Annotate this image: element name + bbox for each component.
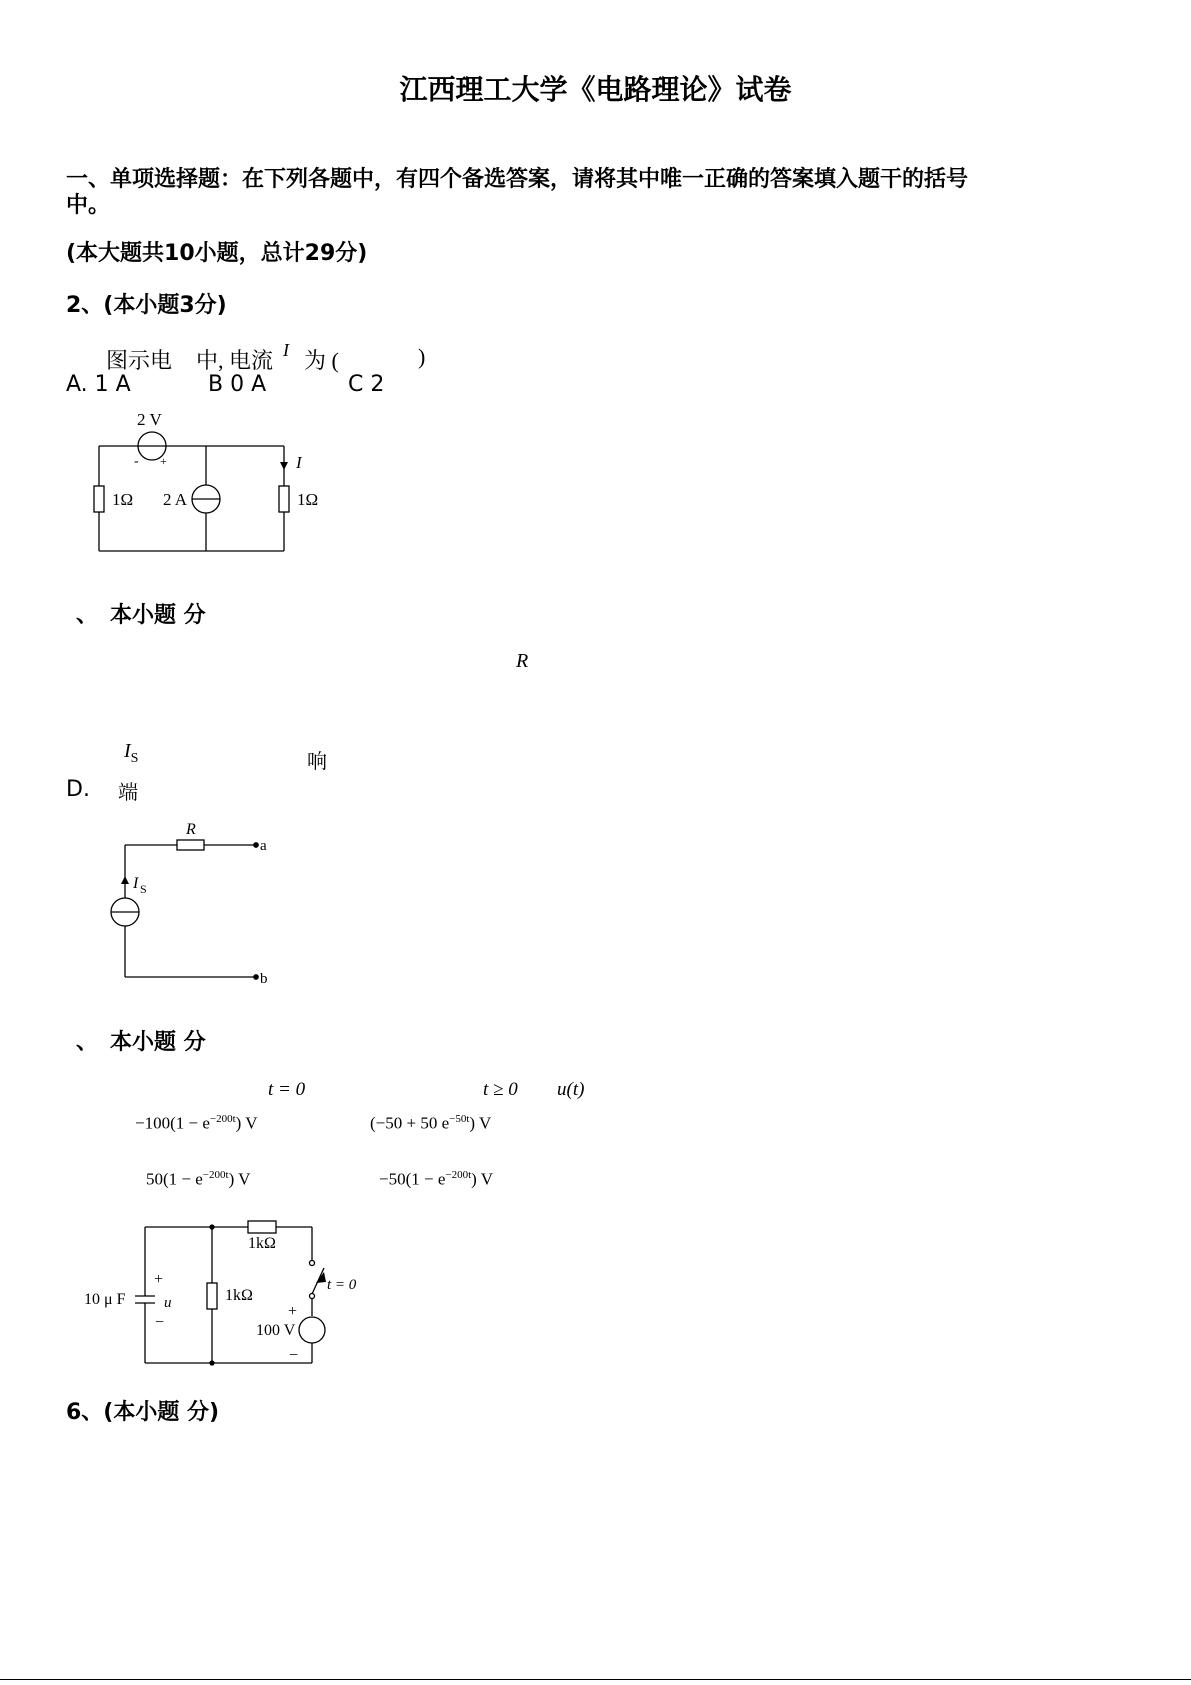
q2-option-c: C 2	[348, 372, 385, 397]
q5-cap-label: 10 μ F	[84, 1291, 126, 1308]
q6-header: 6、(本小题 分)	[66, 1400, 220, 1425]
section-summary: (本大题共10小题，总计29分)	[66, 241, 368, 266]
q2-stem-c: 为 (	[304, 348, 339, 373]
q5-option-3: $50(1 - e^{-200t})$ V	[146, 1169, 251, 1189]
q5-header: 本小题 分	[110, 1030, 206, 1055]
q5-r-mid-label: 1kΩ	[225, 1287, 253, 1304]
q5-switch-label: t = 0	[327, 1277, 357, 1293]
q4-is-label: I	[133, 875, 139, 892]
q5-t0: t = 0	[268, 1079, 306, 1100]
q5-u-of-t: u(t)	[557, 1079, 585, 1100]
q2-option-a: A. 1 A	[66, 372, 131, 397]
q4-xiang: 响	[307, 751, 327, 773]
q2-option-b: B 0 A	[208, 372, 267, 397]
q2-r2-label: 1Ω	[297, 490, 319, 509]
q4-terminal-b: b	[260, 971, 268, 987]
q2-current-label: I	[296, 453, 302, 472]
q2-vs-plus: +	[160, 454, 167, 468]
q5-src-plus: +	[288, 1303, 298, 1320]
page-bottom-rule	[0, 1679, 1191, 1680]
q4-is-sub: S	[140, 882, 147, 896]
q5-t-ge-0: t ≥ 0	[483, 1079, 518, 1100]
page-title: 江西理工大学《电路理论》试卷	[399, 73, 792, 106]
q2-stem-close: )	[418, 344, 426, 369]
q4-duan: 端	[118, 782, 138, 804]
q2-cs-label: 2 A	[163, 490, 188, 509]
q5-header-sep: 、	[76, 1030, 99, 1055]
q4-option-d: D.	[66, 777, 90, 802]
q2-vs-minus: -	[134, 454, 139, 469]
q2-stem-var: I	[283, 340, 289, 360]
q2-header: 2、(本小题3分)	[66, 293, 227, 318]
q5-cap-minus: −	[155, 1314, 165, 1331]
q5-src-minus: −	[289, 1347, 299, 1364]
q2-stem-a: 图示电	[106, 348, 173, 373]
q4-terminal-a: a	[260, 838, 267, 854]
q4-r-label: R	[186, 821, 196, 838]
section-heading-line2: 中。	[66, 193, 111, 218]
q2-stem-b: 中, 电流	[196, 348, 274, 373]
q5-option-1: $-100(1 - e^{-200t})$ V	[135, 1113, 258, 1133]
q4-is-symbol: $I_S$	[124, 740, 139, 766]
section-heading-line1: 一、单项选择题：在下列各题中，有四个备选答案，请将其中唯一正确的答案填入题干的括号	[66, 167, 969, 192]
q2-vs-label: 2 V	[137, 410, 162, 429]
q2-r1-label: 1Ω	[112, 490, 134, 509]
q4-header: 本小题 分	[110, 603, 206, 628]
q5-option-2: (−50 + 50 $e^{-50t}$) V	[370, 1113, 492, 1133]
q4-header-sep: 、	[76, 603, 99, 628]
q5-cap-plus: +	[154, 1271, 164, 1288]
q5-u-label: u	[164, 1295, 172, 1311]
q5-r-top-label: 1kΩ	[248, 1235, 276, 1252]
q4-r-symbol: R	[516, 650, 529, 672]
q5-src-label: 100 V	[256, 1322, 296, 1339]
q5-option-4: $-50(1 - e^{-200t})$ V	[379, 1169, 494, 1189]
